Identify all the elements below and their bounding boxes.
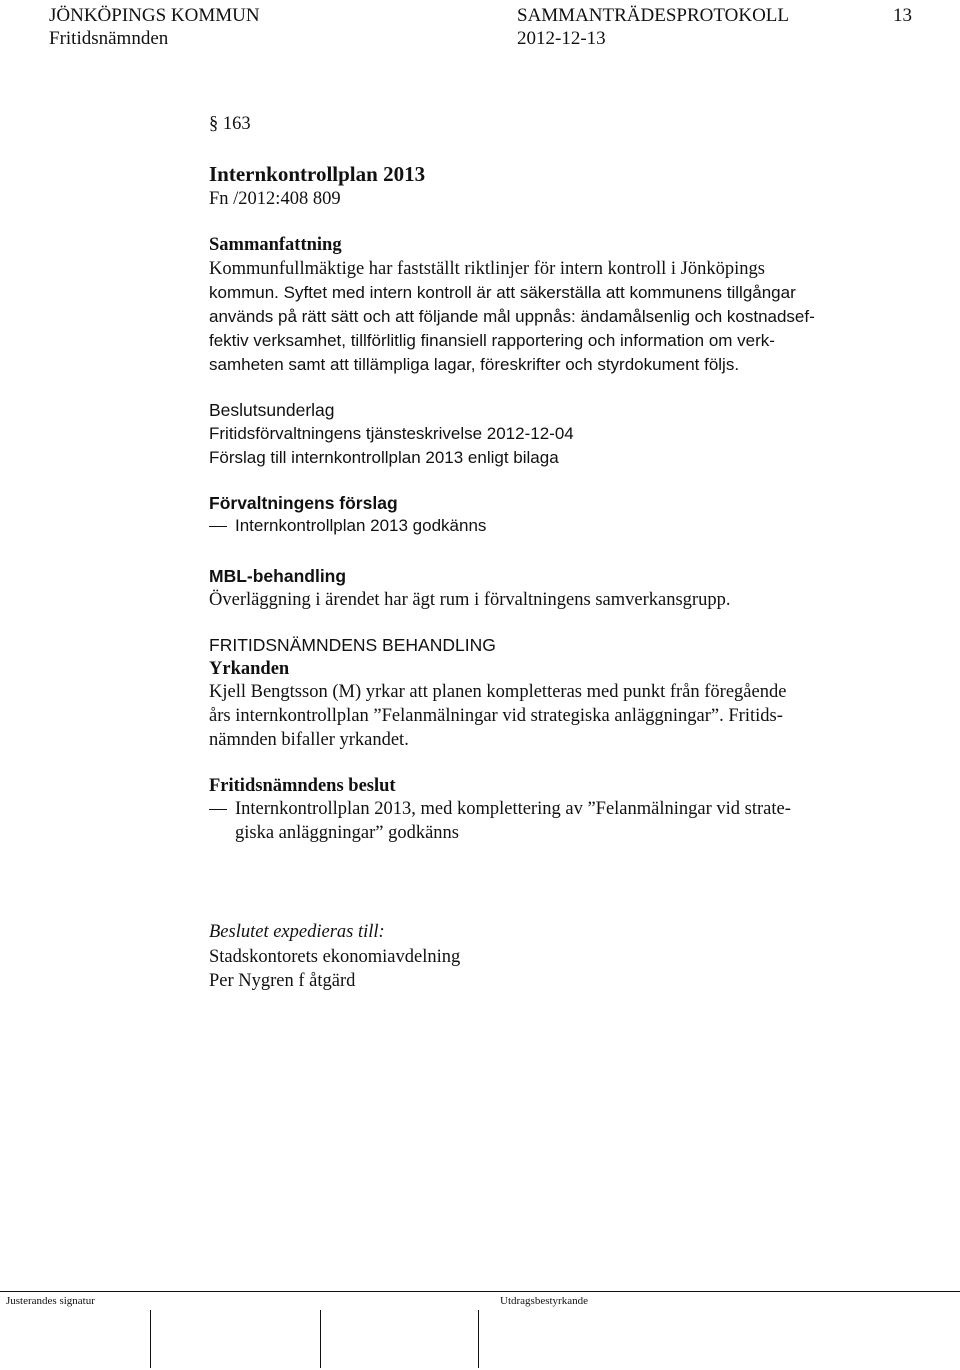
sammanfattning-line: används på rätt sätt och att följande mål uppnås: ändamålsenlig och kostnadsef-	[209, 307, 815, 326]
yrkanden-line: Kjell Bengtsson (M) yrkar att planen kompletteras med punkt från föregående	[209, 682, 787, 702]
recipient: Stadskontorets ekonomiavdelning	[209, 947, 461, 967]
yrkanden-line: nämnden bifaller yrkandet.	[209, 730, 409, 750]
mbl-text: Överläggning i ärendet har ägt rum i förvaltningens samverkansgrupp.	[209, 590, 731, 610]
mbl-heading: MBL-behandling	[209, 566, 347, 586]
section-title: Internkontrollplan 2013	[209, 162, 426, 186]
expediering-heading: Beslutet expedieras till:	[209, 922, 385, 942]
sammanfattning-line: kommun. Syftet med intern kontroll är att säkerställa att kommunens tillgångar	[209, 283, 796, 302]
signature-box-divider	[150, 1310, 151, 1368]
forslag-item-text: Internkontrollplan 2013 godkänns	[235, 516, 487, 535]
beslutsunderlag-list	[209, 422, 899, 470]
header-org: JÖNKÖPINGS KOMMUN	[49, 5, 260, 26]
header-committee: Fritidsnämnden	[49, 28, 169, 49]
sammanfattning-line: Kommunfullmäktige har fastställt riktlinjer för intern kontroll i Jönköpings	[209, 259, 765, 279]
signature-box-divider	[478, 1310, 479, 1368]
expediering-recipients	[209, 945, 899, 993]
header-page-number: 13	[893, 5, 912, 26]
dash-bullet	[209, 809, 227, 810]
dash-bullet	[209, 526, 227, 527]
beslut-line: giska anläggningar” godkänns	[235, 823, 459, 843]
header-date: 2012-12-13	[517, 28, 606, 49]
sammanfattning-text	[209, 257, 899, 377]
recipient: Per Nygren f åtgärd	[209, 971, 356, 991]
forslag-item	[209, 514, 486, 538]
beslut-item	[209, 797, 791, 845]
signature-box-divider	[320, 1310, 321, 1368]
beslut-heading: Fritidsnämndens beslut	[209, 776, 396, 796]
certifier-label: Utdragsbestyrkande	[500, 1295, 588, 1307]
footer-rule	[0, 1291, 960, 1292]
beslut-line: Internkontrollplan 2013, med komplettering av ”Felanmälningar vid strate-	[235, 799, 791, 819]
yrkanden-heading: Yrkanden	[209, 659, 290, 679]
beslutsunderlag-item: Förslag till internkontrollplan 2013 enligt bilaga	[209, 448, 559, 467]
behandling-heading: FRITIDSNÄMNDENS BEHANDLING	[209, 635, 496, 655]
signature-label: Justerandes signatur	[6, 1295, 95, 1307]
paragraph-number: § 163	[209, 114, 251, 134]
case-reference: Fn /2012:408 809	[209, 189, 341, 209]
header-doc-type: SAMMANTRÄDESPROTOKOLL	[517, 5, 790, 26]
beslutsunderlag-item: Fritidsförvaltningens tjänsteskrivelse 2012-12-04	[209, 424, 574, 443]
sammanfattning-line: samheten samt att tillämpliga lagar, föreskrifter och styrdokument följs.	[209, 355, 740, 374]
forvaltningens-forslag-heading: Förvaltningens förslag	[209, 493, 398, 513]
yrkanden-line: års internkontrollplan ”Felanmälningar vid strategiska anläggningar”. Fritids-	[209, 706, 783, 726]
yrkanden-text	[209, 680, 899, 752]
sammanfattning-heading: Sammanfattning	[209, 235, 342, 255]
sammanfattning-line: fektiv verksamhet, tillförlitlig finansiell rapportering och information om verk-	[209, 331, 775, 350]
beslutsunderlag-heading: Beslutsunderlag	[209, 400, 335, 420]
